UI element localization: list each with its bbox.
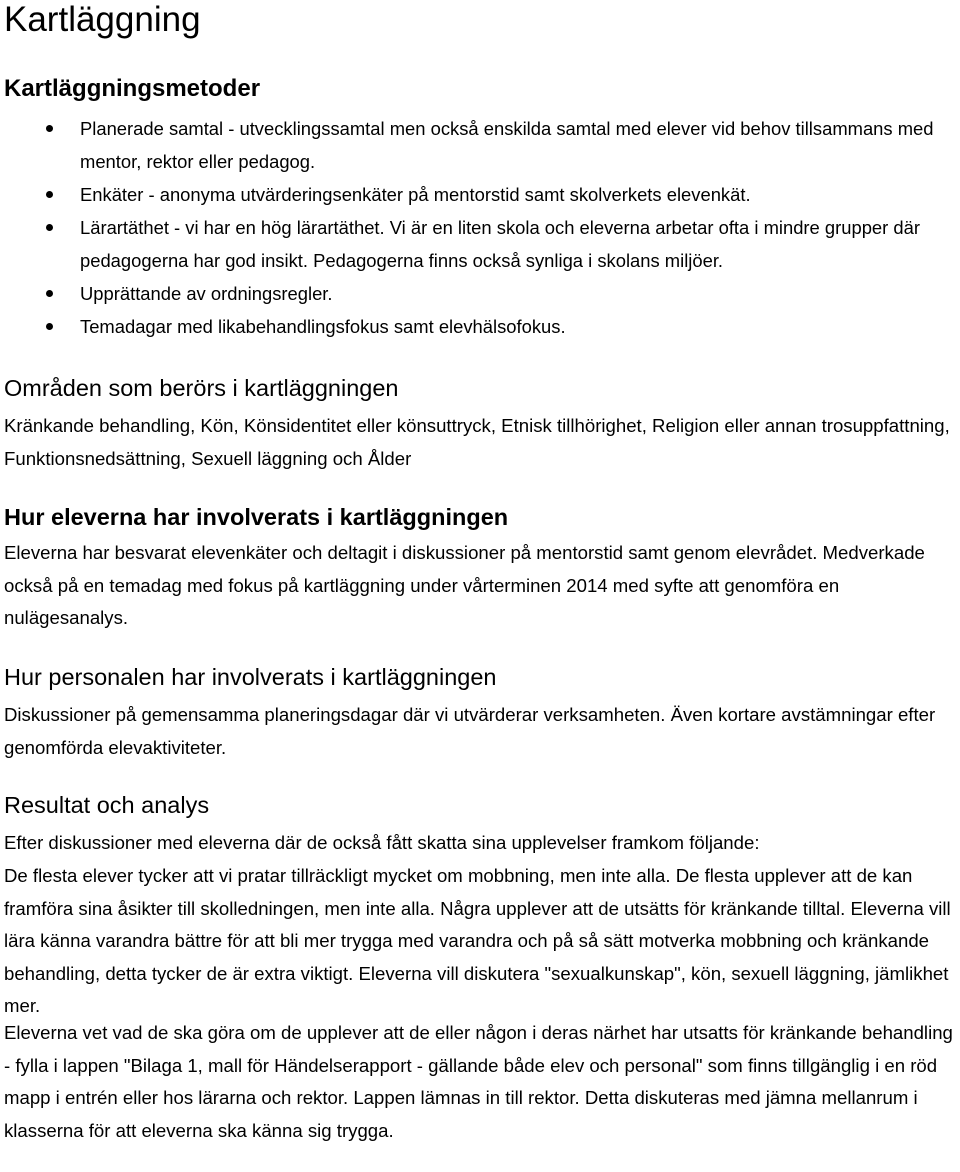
list-item: [4, 178, 958, 211]
bullet-icon: [46, 125, 53, 132]
methods-list: [4, 112, 958, 343]
students-heading: Hur eleverna har involverats i kartläggningen: [4, 504, 509, 530]
methods-heading: Kartläggningsmetoder: [4, 75, 261, 102]
results-paragraph-1: De flesta elever tycker att vi pratar tillräckligt mycket om mobbning, men inte alla. De flesta upplever att de kan framföra sina åsikter till skolledningen, men inte alla. Några upplever att de utsätts för kränkande tilltal. Eleverna vill lära känna varandra bättre för att bli mer trygga med varandra och på så sätt motverka mobbning och kränkande behandling, detta tycker de är extra viktigt. Eleverna vill diskutera "sexualkunskap", kön, sexuell läggning, jämlikhet mer.: [4, 865, 951, 1016]
students-text: Eleverna har besvarat elevenkäter och deltagit i diskussioner på mentorstid samt genom elevrådet. Medverkade också på en temadag med fokus på kartläggning under vårterminen 2014 med syfte att genomföra en nulägesanalys.: [4, 542, 925, 628]
bullet-icon: [46, 290, 53, 297]
list-item-text: Temadagar med likabehandlingsfokus samt elevhälsofokus.: [80, 316, 566, 337]
list-item-text: Upprättande av ordningsregler.: [80, 283, 333, 304]
results-paragraph-2: Eleverna vet vad de ska göra om de upplever att de eller någon i deras närhet har utsatts för kränkande behandling - fylla i lappen "Bilaga 1, mall för Händelserapport - gällande både elev och personal" som finns tillgänglig i en röd mapp i entrén eller hos lärarna och rektor. Lappen lämnas in till rektor. Detta diskuteras med jämna mellanrum i klasserna för att eleverna ska känna sig trygga.: [4, 1022, 953, 1141]
list-item: [4, 310, 958, 343]
list-item: [4, 112, 958, 178]
areas-heading: Områden som berörs i kartläggningen: [4, 375, 399, 401]
bullet-icon: [46, 323, 53, 330]
staff-heading: Hur personalen har involverats i kartläggningen: [4, 664, 497, 690]
bullet-icon: [46, 191, 53, 198]
results-intro: Efter diskussioner med eleverna där de också fått skatta sina upplevelser framkom följande:: [4, 832, 760, 853]
results-heading: Resultat och analys: [4, 792, 210, 818]
staff-text: Diskussioner på gemensamma planeringsdagar där vi utvärderar verksamheten. Även kortare avstämningar efter genomförda elevaktiviteter.: [4, 704, 936, 758]
list-item: [4, 277, 958, 310]
list-item-text: Lärartäthet - vi har en hög lärartäthet. Vi är en liten skola och eleverna arbetar ofta i mindre grupper där pedagogerna har god insikt. Pedagogerna finns också synliga i skolans miljöer.: [80, 217, 920, 271]
list-item-text: Enkäter - anonyma utvärderingsenkäter på mentorstid samt skolverkets elevenkät.: [80, 184, 751, 205]
list-item-text: Planerade samtal - utvecklingssamtal men också enskilda samtal med elever vid behov tillsammans med mentor, rektor eller pedagog.: [80, 118, 934, 172]
list-item: [4, 211, 958, 277]
bullet-icon: [46, 224, 53, 231]
areas-text: Kränkande behandling, Kön, Könsidentitet eller könsuttryck, Etnisk tillhörighet, Religion eller annan trosuppfattning, Funktionsnedsättning, Sexuell läggning och Ålder: [4, 415, 950, 469]
page-title: Kartläggning: [4, 0, 201, 39]
